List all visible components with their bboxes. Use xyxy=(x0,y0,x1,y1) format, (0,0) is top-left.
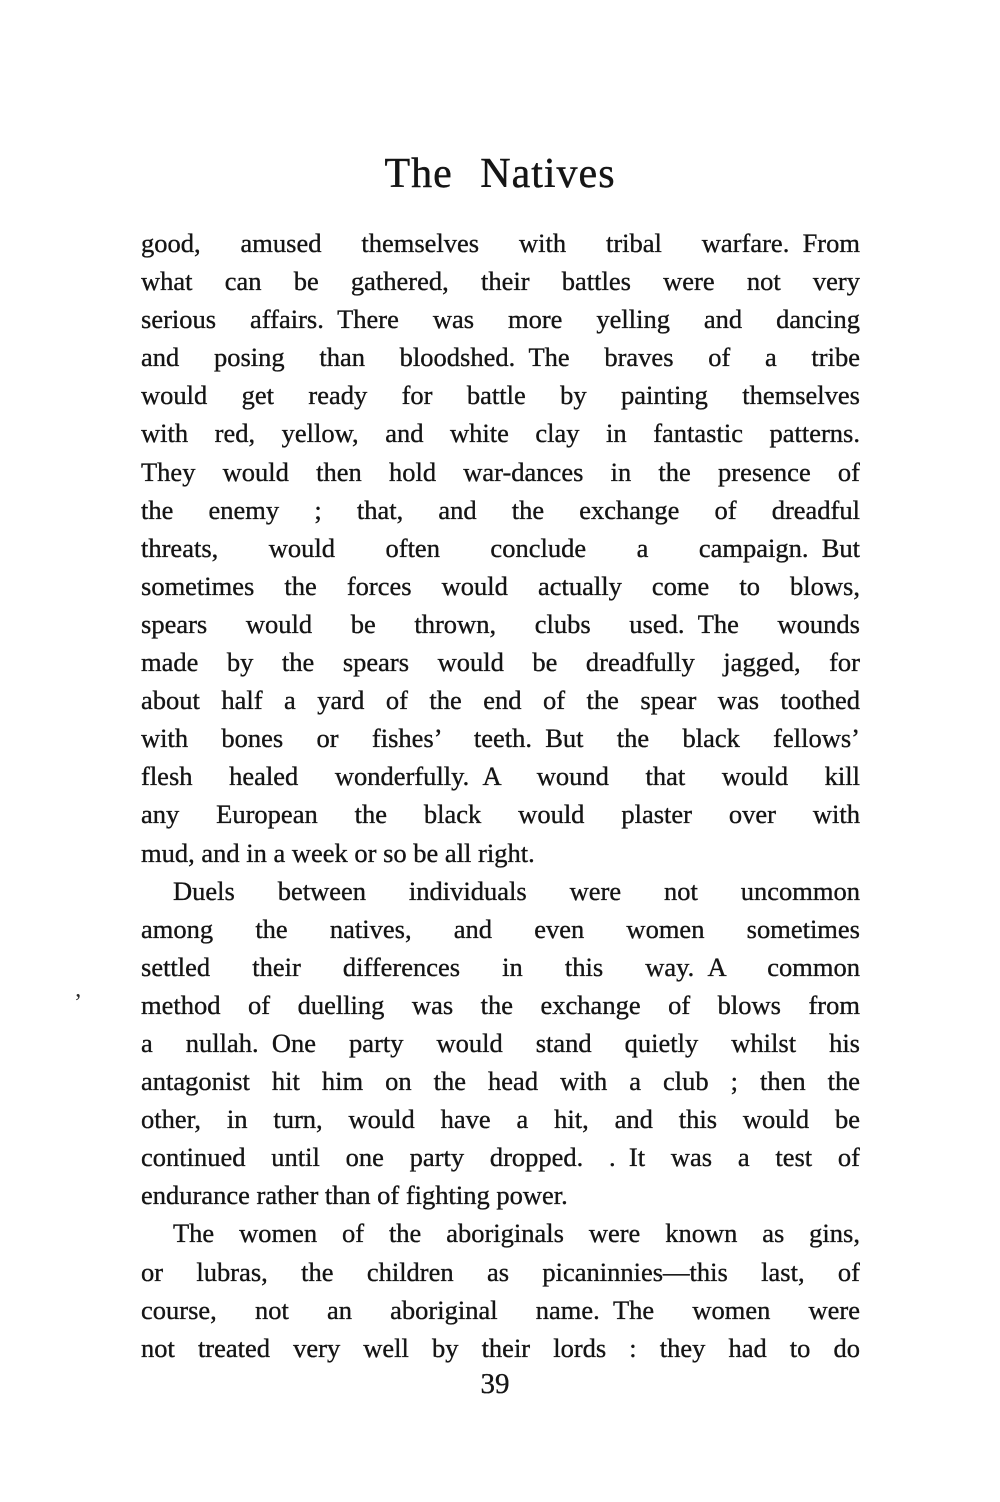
text-line: not treated very well by their lords : they had to do xyxy=(141,1332,860,1363)
text-line: what can be gathered, their battles were not very xyxy=(141,266,860,297)
text-line: sometimes the forces would actually come to blows, xyxy=(141,570,860,601)
text-line: good, amused themselves with tribal warfare. From xyxy=(141,228,860,258)
page-number: 39 xyxy=(480,1368,510,1400)
text-line: method of duelling was the exchange of blows from xyxy=(141,989,860,1020)
text-line: other, in turn, would have a hit, and this would be xyxy=(141,1104,860,1135)
paragraph xyxy=(141,224,860,872)
margin-print-mark: ’ xyxy=(74,990,82,1016)
text-line: endurance rather than of fighting power. xyxy=(141,1180,568,1211)
text-line: a nullah. One party would stand quietly whilst his xyxy=(141,1027,860,1058)
page-title: The Natives xyxy=(384,151,616,197)
text-line: any European the black would plaster over with xyxy=(141,799,860,830)
text-line: threats, would often conclude a campaign. But xyxy=(141,532,860,563)
text-line: made by the spears would be dreadfully jagged, for xyxy=(141,647,860,678)
text-line: or lubras, the children as picaninnies—this last, of xyxy=(141,1256,860,1287)
body-text xyxy=(141,224,860,1367)
text-line: The women of the aboriginals were known as gins, xyxy=(173,1218,860,1249)
paragraph xyxy=(141,872,860,1215)
paragraph xyxy=(141,1214,860,1366)
text-line: would get ready for battle by painting themselves xyxy=(141,380,860,411)
text-line: the enemy ; that, and the exchange of dreadful xyxy=(141,494,860,525)
text-line: serious affairs. There was more yelling and dancing xyxy=(141,304,860,335)
text-line: antagonist hit him on the head with a club ; then the xyxy=(141,1066,860,1097)
text-line: flesh healed wonderfully. A wound that would kill xyxy=(141,761,860,792)
text-line: spears would be thrown, clubs used. The wounds xyxy=(141,608,860,639)
text-line: and posing than bloodshed. The braves of a tribe xyxy=(141,342,860,373)
text-line: They would then hold war-dances in the presence of xyxy=(141,456,860,487)
text-line: course, not an aboriginal name. The women were xyxy=(141,1294,860,1325)
text-line: continued until one party dropped. . It was a test of xyxy=(141,1142,860,1173)
text-line: settled their differences in this way. A common xyxy=(141,951,860,982)
text-line: with red, yellow, and white clay in fantastic patterns. xyxy=(141,418,860,449)
text-line: about half a yard of the end of the spear was toothed xyxy=(141,685,860,716)
text-line: with bones or fishes’ teeth. But the black fellows’ xyxy=(141,723,860,754)
text-line: Duels between individuals were not uncommon xyxy=(173,875,860,906)
text-line: mud, and in a week or so be all right. xyxy=(141,837,535,868)
text-line: among the natives, and even women sometimes xyxy=(141,913,860,944)
